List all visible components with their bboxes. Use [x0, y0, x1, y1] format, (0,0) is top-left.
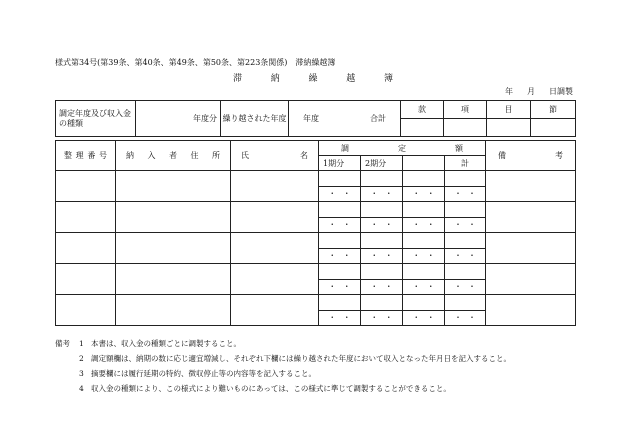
budget-value[interactable] — [487, 119, 531, 137]
amount-cell[interactable] — [403, 171, 445, 187]
col-payer-header: 納 入 者 住 所 — [116, 141, 231, 171]
date-cell[interactable]: ・ ・ — [445, 310, 486, 326]
preparation-date — [505, 86, 573, 97]
name-cell[interactable] — [231, 171, 319, 202]
remarks-cell[interactable] — [486, 233, 576, 264]
amount-cell[interactable] — [445, 202, 486, 218]
arrears-table — [55, 140, 576, 326]
amount-cell[interactable] — [445, 295, 486, 311]
period-blank-header — [403, 156, 445, 171]
note-number: 3 — [79, 369, 84, 378]
col-name-header: 氏 名 — [231, 141, 319, 171]
amount-cell[interactable] — [445, 233, 486, 249]
amount-cell[interactable] — [403, 202, 445, 218]
amount-cell[interactable] — [361, 264, 403, 280]
amount-cell[interactable] — [403, 264, 445, 280]
date-day: 日調製 — [549, 87, 573, 96]
date-cell[interactable]: ・ ・ — [319, 248, 361, 264]
title-char: 簿 — [383, 74, 393, 84]
remarks-cell[interactable] — [486, 264, 576, 295]
col-seq-header: 整 理 番 号 — [56, 141, 116, 171]
name-cell[interactable] — [231, 233, 319, 264]
note-number: 4 — [79, 384, 84, 393]
summary-table — [55, 100, 576, 137]
payer-address-cell[interactable] — [116, 233, 231, 264]
amount-cell[interactable] — [445, 264, 486, 280]
note-number: 2 — [79, 354, 84, 363]
name-cell[interactable] — [231, 295, 319, 326]
note-item — [55, 381, 511, 396]
period1-header: 1期分 — [319, 156, 361, 171]
budget-value[interactable] — [401, 119, 444, 137]
title-char: 滞 — [233, 74, 243, 84]
date-cell[interactable]: ・ ・ — [403, 217, 445, 233]
budget-header: 款 — [401, 101, 444, 119]
date-cell[interactable]: ・ ・ — [403, 186, 445, 202]
note-text: 摘要欄には履行延期の特約、徴収停止等の内容等を記入すること。 — [91, 369, 316, 378]
date-cell[interactable]: ・ ・ — [361, 248, 403, 264]
date-cell[interactable]: ・ ・ — [319, 186, 361, 202]
date-cell[interactable]: ・ ・ — [361, 186, 403, 202]
remarks-cell[interactable] — [486, 295, 576, 326]
amount-cell[interactable] — [319, 202, 361, 218]
year-label: 年度分 — [136, 101, 221, 137]
amount-cell[interactable] — [445, 171, 486, 187]
remarks-cell[interactable] — [486, 171, 576, 202]
seq-cell[interactable] — [56, 171, 116, 202]
total-label: 合計 — [370, 114, 386, 123]
col-remarks-header: 備 考 — [486, 141, 576, 171]
note-item — [55, 351, 511, 366]
amount-cell[interactable] — [361, 233, 403, 249]
title-char: 納 — [270, 74, 280, 84]
amount-cell[interactable] — [319, 171, 361, 187]
date-cell[interactable]: ・ ・ — [445, 248, 486, 264]
document-title — [233, 71, 393, 84]
budget-value[interactable] — [531, 119, 576, 137]
note-item — [55, 336, 511, 351]
period2-header: 2期分 — [361, 156, 403, 171]
note-item — [55, 366, 511, 381]
amount-cell[interactable] — [319, 264, 361, 280]
note-number: 1 — [79, 339, 84, 348]
amount-cell[interactable] — [361, 202, 403, 218]
seq-cell[interactable] — [56, 264, 116, 295]
amount-cell[interactable] — [361, 295, 403, 311]
payer-address-cell[interactable] — [116, 202, 231, 233]
budget-value[interactable] — [444, 119, 487, 137]
name-cell[interactable] — [231, 202, 319, 233]
payer-address-cell[interactable] — [116, 295, 231, 326]
amount-cell[interactable] — [319, 233, 361, 249]
date-cell[interactable]: ・ ・ — [445, 186, 486, 202]
form-reference: 様式第34号(第39条、第40条、第49条、第50条、第223条関係) 滞納繰越簿 — [55, 58, 336, 67]
date-month: 月 — [527, 87, 535, 96]
title-char: 繰 — [308, 74, 318, 84]
remarks-cell[interactable] — [486, 202, 576, 233]
date-cell[interactable]: ・ ・ — [319, 279, 361, 295]
note-text: 収入金の種類により、この様式により難いものにあっては、この様式に準じて調製することができること。 — [91, 384, 451, 393]
title-char: 越 — [346, 74, 356, 84]
item-label: 調定年度及び収入金の種類 — [56, 101, 136, 137]
date-cell[interactable]: ・ ・ — [403, 248, 445, 264]
total-cell — [289, 101, 401, 137]
date-cell[interactable]: ・ ・ — [445, 217, 486, 233]
budget-header: 項 — [444, 101, 487, 119]
amount-cell[interactable] — [403, 295, 445, 311]
payer-address-cell[interactable] — [116, 264, 231, 295]
payer-address-cell[interactable] — [116, 171, 231, 202]
date-cell[interactable]: ・ ・ — [361, 310, 403, 326]
seq-cell[interactable] — [56, 295, 116, 326]
budget-header: 目 — [487, 101, 531, 119]
note-text: 調定額欄は、納期の数に応じ適宜増減し、それぞれ下欄には繰り越された年度において収入となった年月日を記入すること。 — [91, 354, 511, 363]
amount-cell[interactable] — [361, 171, 403, 187]
date-cell[interactable]: ・ ・ — [403, 310, 445, 326]
date-cell[interactable]: ・ ・ — [361, 279, 403, 295]
name-cell[interactable] — [231, 264, 319, 295]
notes-label: 備考 — [55, 339, 70, 348]
kei-header: 計 — [445, 156, 486, 171]
note-text: 本書は、収入金の種類ごとに調製すること。 — [91, 339, 241, 348]
date-cell[interactable]: ・ ・ — [445, 279, 486, 295]
nendo-label: 年度 — [303, 114, 319, 123]
budget-header: 節 — [531, 101, 576, 119]
amount-cell[interactable] — [403, 233, 445, 249]
date-cell[interactable]: ・ ・ — [319, 217, 361, 233]
date-cell[interactable]: ・ ・ — [361, 217, 403, 233]
date-cell[interactable]: ・ ・ — [403, 279, 445, 295]
seq-cell[interactable] — [56, 233, 116, 264]
seq-cell[interactable] — [56, 202, 116, 233]
carried-label: 繰り越された年度 — [221, 101, 289, 137]
col-assess-header: 調 定 額 — [319, 141, 486, 156]
date-year: 年 — [505, 87, 513, 96]
notes-section — [55, 336, 511, 396]
amount-cell[interactable] — [319, 295, 361, 311]
date-cell[interactable]: ・ ・ — [319, 310, 361, 326]
